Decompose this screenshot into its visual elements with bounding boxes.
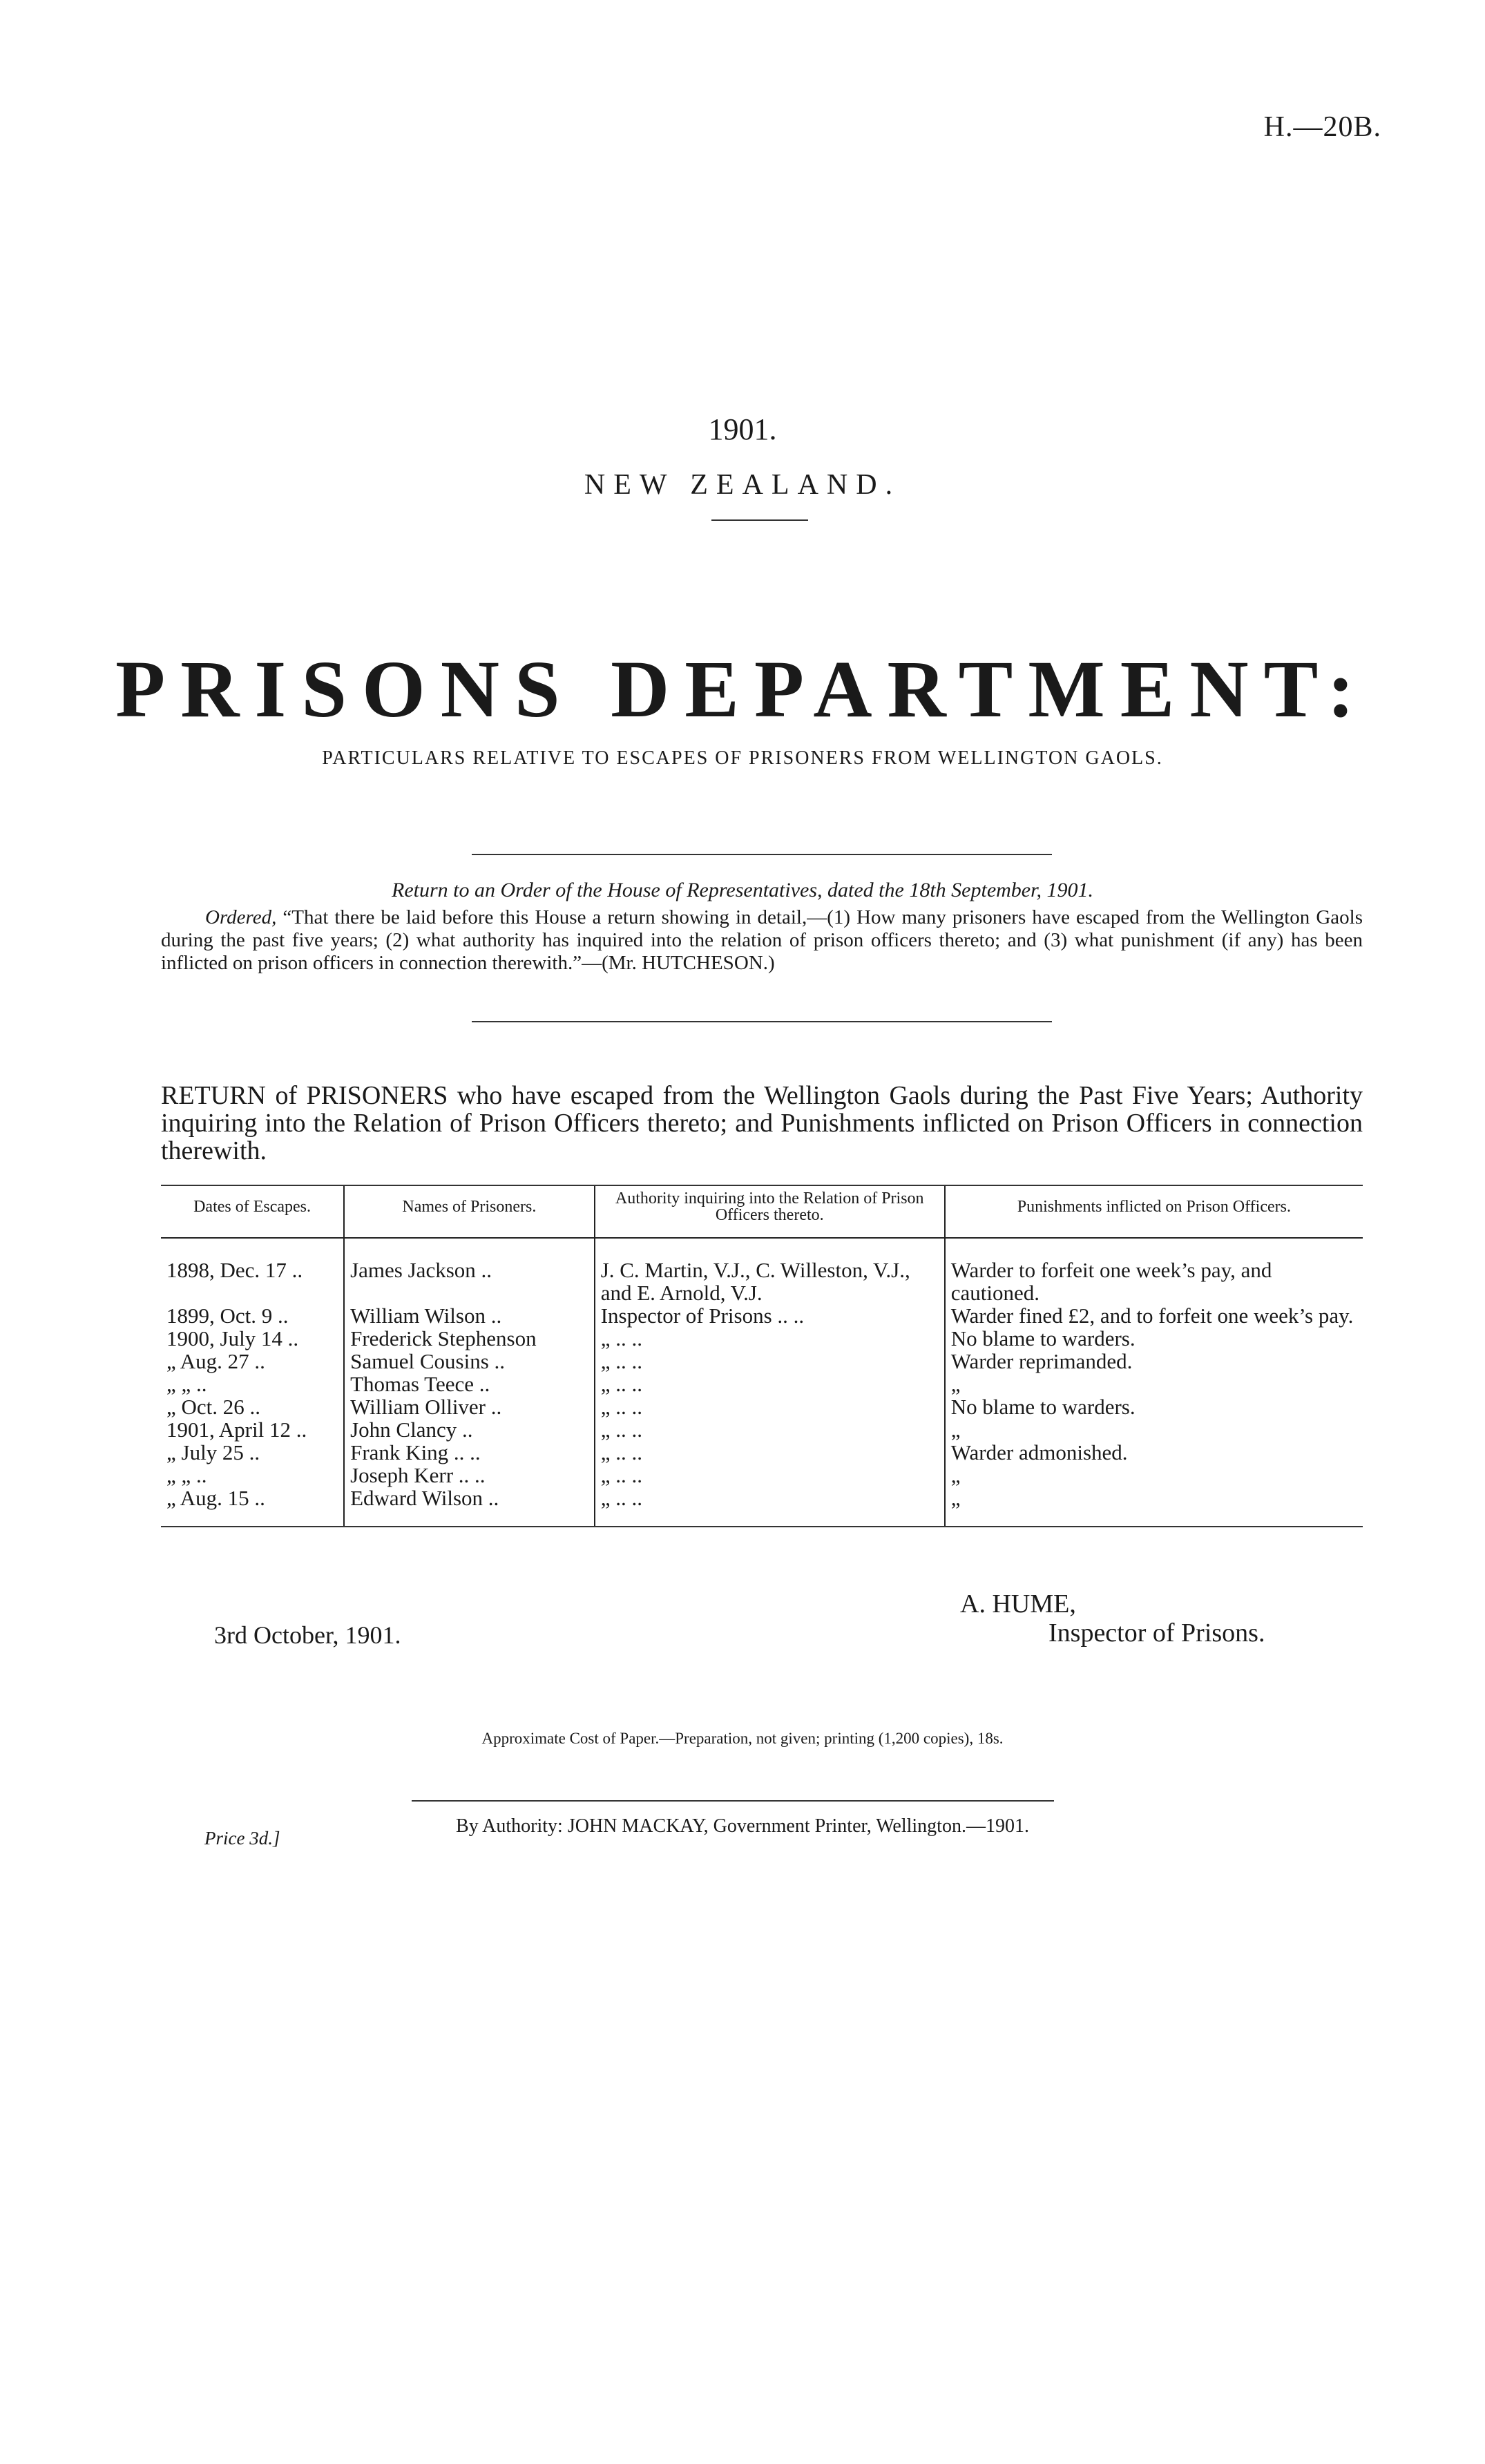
prisoner-name: James Jackson ..	[344, 1259, 595, 1304]
escape-date: 1898, Dec. 17 ..	[161, 1259, 344, 1304]
escape-date: „ „ ..	[161, 1464, 344, 1487]
prisoner-name: John Clancy ..	[344, 1418, 595, 1441]
page-title: PRISONS DEPARTMENT:	[115, 644, 1370, 734]
punishment: Warder fined £2, and to forfeit one week’s pay.	[950, 1303, 1354, 1328]
table-row	[161, 1464, 1363, 1487]
prisoner-name: Edward Wilson ..	[344, 1487, 595, 1509]
prisoner-name: Frederick Stephenson	[344, 1327, 595, 1350]
page-subtitle: PARTICULARS RELATIVE TO ESCAPES OF PRISONERS FROM WELLINGTON GAOLS.	[322, 747, 1163, 769]
order-body: “That there be laid before this House a return showing in detail,—(1) How many prisoners have escaped from the Wellington Gaols during the past five years; (2) what authority has inquired into the relation of prison officers thereto; and (3) what punishment (if any) has been inflicted on prison officers in connection therewith.”—(Mr. HUTCHESON.)	[161, 906, 1363, 974]
prisoner-name: Samuel Cousins ..	[344, 1350, 595, 1373]
signatory-name: A. HUME,	[960, 1589, 1076, 1618]
escape-date: „ Aug. 15 ..	[161, 1487, 344, 1509]
authority: J. C. Martin, V.J., C. Willeston, V.J., and E. Arnold, V.J.	[595, 1259, 945, 1304]
escape-date: 1900, July 14 ..	[161, 1327, 344, 1350]
divider	[711, 519, 808, 521]
escape-date: „ Aug. 27 ..	[161, 1350, 344, 1373]
prisoner-name: William Olliver ..	[344, 1395, 595, 1418]
escape-date: „ „ ..	[161, 1373, 344, 1395]
authority: „ .. ..	[595, 1350, 945, 1373]
authority: Inspector of Prisons .. ..	[595, 1304, 945, 1327]
escape-date: „ Oct. 26 ..	[161, 1395, 344, 1418]
prisoner-name: William Wilson ..	[344, 1304, 595, 1327]
order-text	[161, 906, 1363, 975]
table-row	[161, 1304, 1363, 1327]
table-bottom-rule	[161, 1526, 1363, 1527]
authority: „ .. ..	[595, 1373, 945, 1395]
escape-date: 1899, Oct. 9 ..	[161, 1304, 344, 1327]
table-row	[161, 1487, 1363, 1509]
prisoner-name: Frank King .. ..	[344, 1441, 595, 1464]
order-heading: Return to an Order of the House of Representatives, dated the 18th September, 1901.	[392, 879, 1093, 901]
cost-line: Approximate Cost of Paper.—Preparation, not given; printing (1,200 copies), 18s.	[481, 1730, 1004, 1747]
header-dates: Dates of Escapes.	[161, 1185, 344, 1238]
table-header-row	[161, 1185, 1363, 1238]
prisoner-name: Joseph Kerr .. ..	[344, 1464, 595, 1487]
punishment: No blame to warders.	[950, 1395, 1136, 1419]
punishment: No blame to warders.	[950, 1326, 1136, 1350]
escapes-table	[161, 1185, 1363, 1527]
escape-date: 1901, April 12 ..	[161, 1418, 344, 1441]
prisoner-name: Thomas Teece ..	[344, 1373, 595, 1395]
authority: „ .. ..	[595, 1395, 945, 1418]
header-names: Names of Prisoners.	[344, 1185, 595, 1238]
punishment: „	[950, 1372, 961, 1396]
ordered-label: Ordered,	[205, 906, 277, 928]
table-row	[161, 1373, 1363, 1395]
table-row	[161, 1350, 1363, 1373]
authority: „ .. ..	[595, 1487, 945, 1509]
signature-date: 3rd October, 1901.	[214, 1621, 401, 1649]
punishment: Warder to forfeit one week’s pay, and cautioned.	[950, 1258, 1272, 1305]
punishment: „	[950, 1486, 961, 1510]
header-punishments: Punishments inflicted on Prison Officers.	[945, 1185, 1363, 1238]
return-heading: RETURN of PRISONERS who have escaped from the Wellington Gaols during the Past Five Years; Authority inquiring into the Relation of Prison Officers thereto; and Punishments inflicted on Prison Officers in connection therewith.	[161, 1081, 1363, 1165]
table-row	[161, 1441, 1363, 1464]
document-reference: H.—20B.	[1263, 111, 1381, 143]
table-row	[161, 1259, 1363, 1304]
punishment: „	[950, 1463, 961, 1487]
authority: „ .. ..	[595, 1464, 945, 1487]
divider	[412, 1800, 1054, 1802]
authority: „ .. ..	[595, 1327, 945, 1350]
punishment: „	[950, 1417, 961, 1442]
divider	[472, 854, 1052, 855]
authority: „ .. ..	[595, 1418, 945, 1441]
table-row	[161, 1327, 1363, 1350]
escape-date: „ July 25 ..	[161, 1441, 344, 1464]
printer-line: By Authority: JOHN MACKAY, Government Printer, Wellington.—1901.	[456, 1815, 1029, 1837]
divider	[472, 1021, 1052, 1022]
punishment: Warder admonished.	[950, 1440, 1128, 1464]
signatory-title: Inspector of Prisons.	[1048, 1618, 1265, 1648]
year: 1901.	[708, 412, 777, 446]
header-authority: Authority inquiring into the Relation of Prison Officers thereto.	[595, 1185, 945, 1238]
table-row	[161, 1418, 1363, 1441]
price: Price 3d.]	[204, 1828, 280, 1849]
table-row	[161, 1395, 1363, 1418]
table-top-rule	[161, 1185, 1363, 1186]
authority: „ .. ..	[595, 1441, 945, 1464]
country: NEW ZEALAND.	[584, 469, 901, 501]
punishment: Warder reprimanded.	[950, 1349, 1133, 1373]
